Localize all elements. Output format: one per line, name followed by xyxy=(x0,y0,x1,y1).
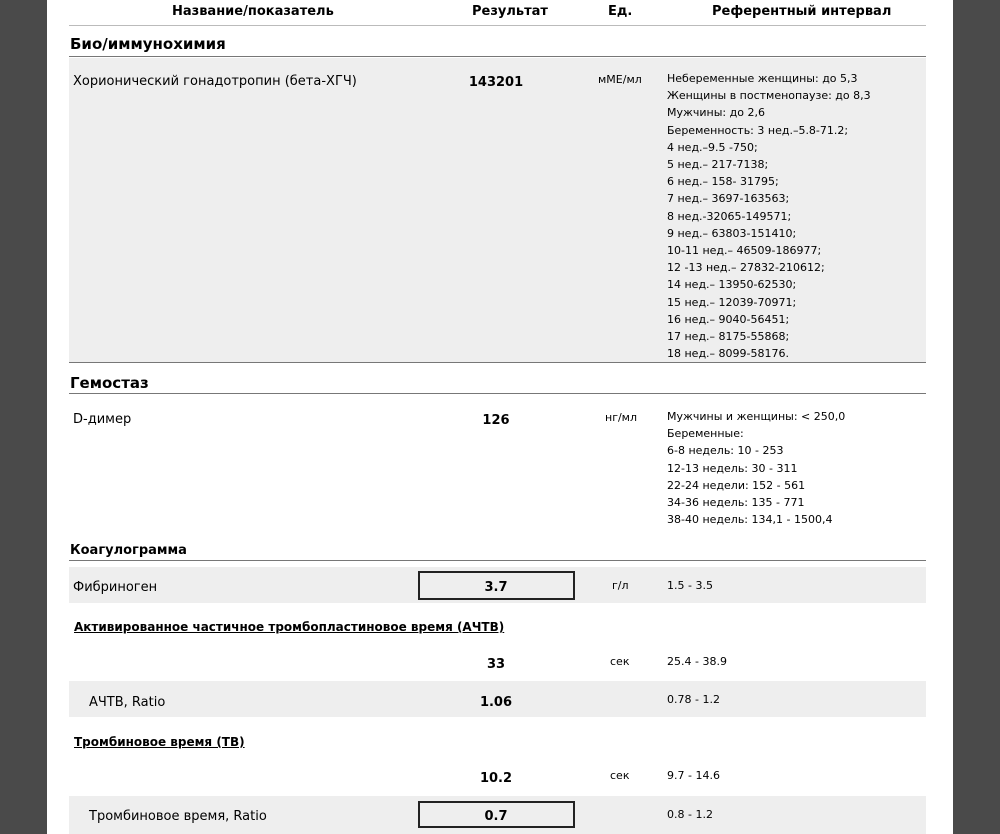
hcg-reference-line: 10-11 нед.– 46509-186977; xyxy=(667,244,822,258)
header-unit: Ед. xyxy=(608,4,633,19)
tt-ratio-reference: 0.8 - 1.2 xyxy=(667,808,713,821)
fibrinogen-unit: г/л xyxy=(612,579,629,592)
hcg-reference-line: Небеременные женщины: до 5,3 xyxy=(667,72,858,85)
header-reference: Референтный интервал xyxy=(712,4,892,19)
hcg-reference-line: 18 нед.– 8099-58176. xyxy=(667,347,790,361)
aptt-ratio-name: АЧТВ, Ratio xyxy=(89,695,166,710)
aptt-reference: 25.4 - 38.9 xyxy=(667,655,727,668)
hcg-reference-line: 8 нед.-32065-149571; xyxy=(667,209,792,223)
ddimer-reference-line: 38-40 недель: 134,1 - 1500,4 xyxy=(667,513,833,527)
aptt-subtitle: Активированное частичное тромбопластиновое время (АЧТВ) xyxy=(74,620,505,634)
ddimer-reference-line: 34-36 недель: 135 - 771 xyxy=(667,496,805,510)
hcg-reference-line: 15 нед.– 12039-70971; xyxy=(667,295,797,309)
tt-result: 10.2 xyxy=(479,771,513,786)
ddimer-reference-line: Мужчины и женщины: < 250,0 xyxy=(667,410,846,423)
ddimer-result: 126 xyxy=(482,413,510,428)
hcg-reference-line: 7 нед.– 3697-163563; xyxy=(667,192,790,206)
section-top-hemostasis xyxy=(69,362,926,363)
header-name: Название/показатель xyxy=(172,4,334,19)
lab-report-page xyxy=(47,0,953,834)
section-divider-hemostasis xyxy=(69,393,926,394)
section-title-bio: Био/иммунохимия xyxy=(70,35,226,53)
section-divider-bio xyxy=(69,56,926,57)
ddimer-reference-line: 12-13 недель: 30 - 311 xyxy=(667,461,798,475)
aptt-ratio-reference: 0.78 - 1.2 xyxy=(667,693,720,706)
aptt-result: 33 xyxy=(486,657,506,672)
ddimer-reference xyxy=(667,408,845,528)
hcg-reference-line: 4 нед.–9.5 -750; xyxy=(667,140,758,154)
tt-reference: 9.7 - 14.6 xyxy=(667,769,720,782)
hcg-reference-line: 9 нед.– 63803-151410; xyxy=(667,226,797,240)
hcg-reference-line: Мужчины: до 2,6 xyxy=(667,106,765,120)
fibrinogen-result: 3.7 xyxy=(484,580,508,595)
header-divider xyxy=(69,25,926,26)
hcg-reference-line: 16 нед.– 9040-56451; xyxy=(667,312,790,326)
fibrinogen-name: Фибриноген xyxy=(73,580,158,595)
ddimer-reference-line: 6-8 недель: 10 - 253 xyxy=(667,444,784,458)
ddimer-unit: нг/мл xyxy=(605,411,638,424)
tt-subtitle: Тромбиновое время (ТВ) xyxy=(74,735,245,749)
header-result: Результат xyxy=(472,4,548,19)
hcg-reference xyxy=(667,70,871,362)
hcg-unit: мМЕ/мл xyxy=(598,73,642,86)
tt-ratio-result: 0.7 xyxy=(484,809,508,824)
aptt-unit: сек xyxy=(610,655,630,668)
ddimer-name: D-димер xyxy=(73,412,132,427)
section-title-coag: Коагулограмма xyxy=(70,543,187,558)
section-divider-coag xyxy=(69,560,926,561)
tt-ratio-name: Тромбиновое время, Ratio xyxy=(89,809,267,824)
hcg-reference-line: 6 нед.– 158- 31795; xyxy=(667,175,779,189)
hcg-reference-line: Беременность: 3 нед.–5.8-71.2; xyxy=(667,123,849,137)
tt-unit: сек xyxy=(610,769,630,782)
hcg-result: 143201 xyxy=(468,75,524,90)
hcg-reference-line: 17 нед.– 8175-55868; xyxy=(667,330,790,344)
hcg-reference-line: Женщины в постменопаузе: до 8,3 xyxy=(667,89,871,103)
section-title-hemostasis: Гемостаз xyxy=(70,374,149,392)
hcg-reference-line: 5 нед.– 217-7138; xyxy=(667,158,769,172)
hcg-name: Хорионический гонадотропин (бета-ХГЧ) xyxy=(73,74,357,89)
hcg-reference-line: 14 нед.– 13950-62530; xyxy=(667,278,797,292)
hcg-reference-line: 12 -13 нед.– 27832-210612; xyxy=(667,261,825,275)
ddimer-reference-line: Беременные: xyxy=(667,427,744,441)
fibrinogen-reference: 1.5 - 3.5 xyxy=(667,579,713,592)
aptt-ratio-result: 1.06 xyxy=(479,695,513,710)
ddimer-reference-line: 22-24 недели: 152 - 561 xyxy=(667,478,806,492)
